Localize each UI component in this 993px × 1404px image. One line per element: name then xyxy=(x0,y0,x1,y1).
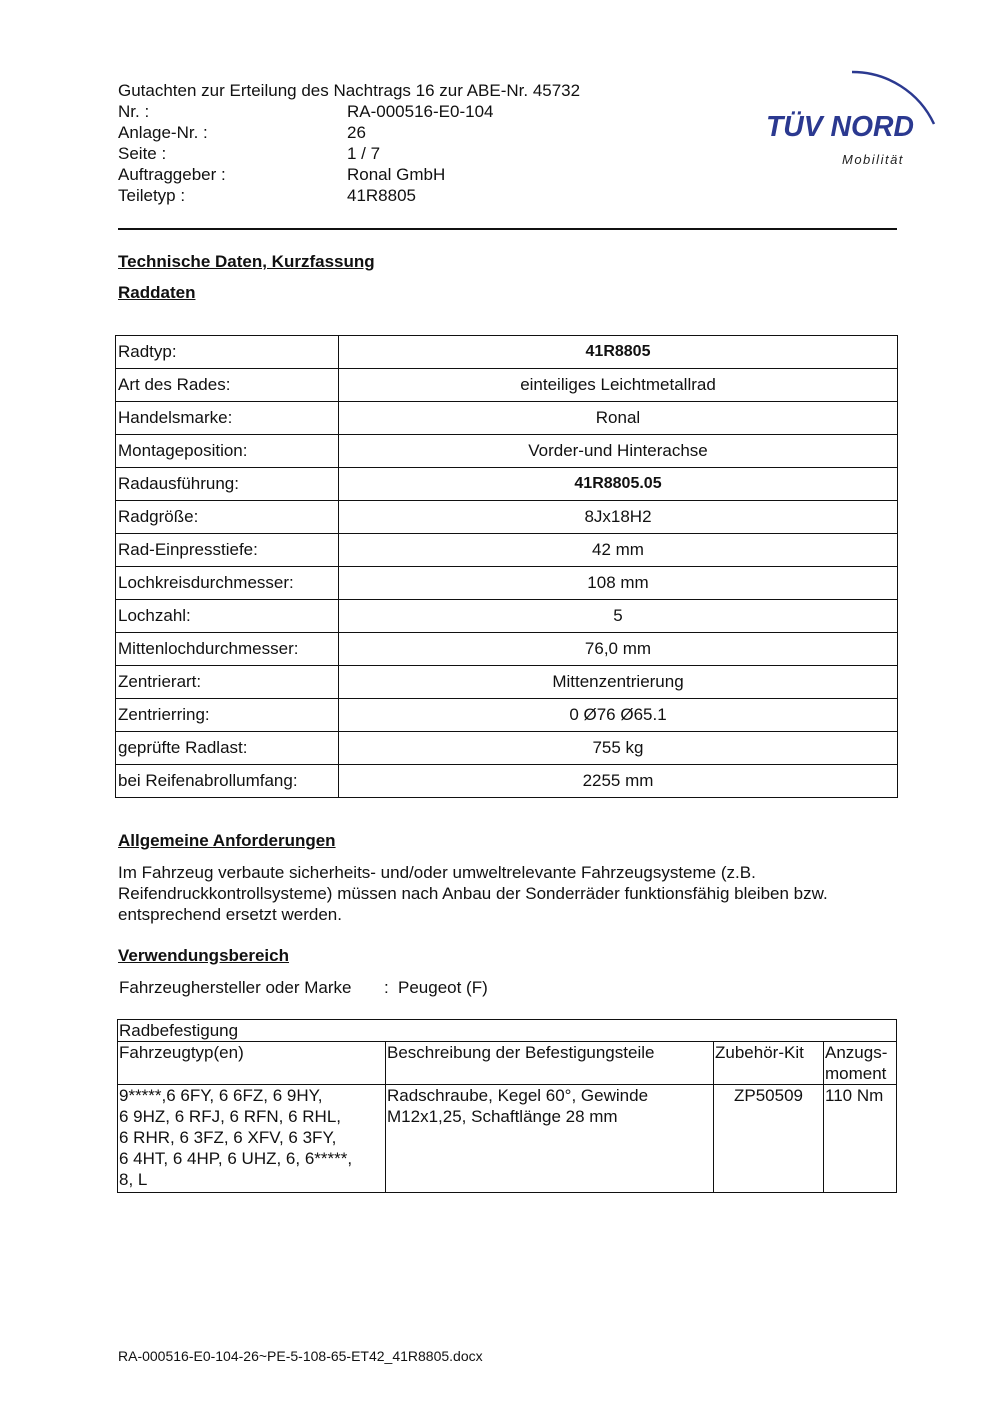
cell-vehicle-types xyxy=(118,1085,386,1193)
col-header-kit: Zubehör-Kit xyxy=(714,1042,824,1085)
row-label: Montageposition: xyxy=(116,435,339,468)
usage-value: Peugeot (F) xyxy=(398,978,488,997)
table-row xyxy=(116,666,898,699)
section-title-usage: Verwendungsbereich xyxy=(118,946,289,965)
cell-torque: 110 Nm xyxy=(824,1085,897,1193)
text-line: entsprechend ersetzt werden. xyxy=(118,905,342,924)
header-value: 26 xyxy=(347,123,366,142)
header-title: Gutachten zur Erteilung des Nachtrags 16 zur ABE-Nr. 45732 xyxy=(118,81,581,100)
table-caption: Radbefestigung xyxy=(118,1020,897,1042)
table-row xyxy=(116,699,898,732)
row-value: 5 xyxy=(339,600,898,633)
row-value: 41R8805.05 xyxy=(339,468,898,501)
header-row-nr xyxy=(118,101,678,122)
table-caption-row xyxy=(118,1020,897,1042)
table-row xyxy=(116,336,898,369)
description-line: M12x1,25, Schaftlänge 28 mm xyxy=(387,1107,618,1126)
row-value: 755 kg xyxy=(339,732,898,765)
row-value: einteiliges Leichtmetallrad xyxy=(339,369,898,402)
table-row xyxy=(116,369,898,402)
usage-label: Fahrzeughersteller oder Marke xyxy=(119,978,352,997)
row-label: bei Reifenabrollumfang: xyxy=(116,765,339,798)
section-title-tech: Technische Daten, Kurzfassung xyxy=(118,252,375,271)
document-header xyxy=(118,80,678,206)
type-line: 6 4HT, 6 4HP, 6 UHZ, 6, 6*****, xyxy=(119,1149,353,1168)
col-header-torque xyxy=(824,1042,897,1085)
table-header-row xyxy=(118,1042,897,1085)
header-value: 41R8805 xyxy=(347,186,417,205)
text-line: Reifendruckkontrollsysteme) müssen nach Anbau der Sonderräder funktionsfähig bleiben bzw. xyxy=(118,884,828,903)
row-label: Zentrierring: xyxy=(116,699,339,732)
footer-filename: RA-000516-E0-104-26~PE-5-108-65-ET42_41R8805.docx xyxy=(118,1348,483,1364)
header-value: Ronal GmbH xyxy=(347,165,446,184)
row-label: Radtyp: xyxy=(116,336,339,369)
row-value: 41R8805 xyxy=(339,336,898,369)
header-divider xyxy=(118,228,897,230)
table-row xyxy=(116,534,898,567)
header-label: Auftraggeber : xyxy=(118,165,226,184)
table-row xyxy=(116,633,898,666)
row-value: 42 mm xyxy=(339,534,898,567)
header-row-anlage xyxy=(118,122,678,143)
logo-subtitle: Mobilität xyxy=(842,152,904,167)
header-label: Nr. : xyxy=(118,102,150,121)
col-header-vehicle-types: Fahrzeugtyp(en) xyxy=(118,1042,386,1085)
cell-description xyxy=(386,1085,714,1193)
row-value: 8Jx18H2 xyxy=(339,501,898,534)
row-label: Radgröße: xyxy=(116,501,339,534)
general-requirements-text xyxy=(118,862,908,925)
header-value: RA-000516-E0-104 xyxy=(347,102,494,121)
row-value: 0 Ø76 Ø65.1 xyxy=(339,699,898,732)
header-line: moment xyxy=(825,1064,887,1083)
header-line: Anzugs- xyxy=(825,1043,888,1062)
row-label: Rad-Einpresstiefe: xyxy=(116,534,339,567)
type-line: 6 9HZ, 6 RFJ, 6 RFN, 6 RHL, xyxy=(119,1107,341,1126)
type-line: 9*****,6 6FY, 6 6FZ, 6 9HY, xyxy=(119,1086,323,1105)
header-label: Anlage-Nr. : xyxy=(118,123,208,142)
row-label: Mittenlochdurchmesser: xyxy=(116,633,339,666)
row-label: Lochzahl: xyxy=(116,600,339,633)
table-row xyxy=(116,765,898,798)
row-value: Vorder-und Hinterachse xyxy=(339,435,898,468)
type-line: 6 RHR, 6 3FZ, 6 XFV, 6 3FY, xyxy=(119,1128,337,1147)
table-row xyxy=(116,600,898,633)
table-row xyxy=(116,501,898,534)
type-line: 8, L xyxy=(119,1170,148,1189)
table-row xyxy=(116,402,898,435)
table-row xyxy=(116,732,898,765)
description-line: Radschraube, Kegel 60°, Gewinde xyxy=(387,1086,649,1105)
header-row-seite xyxy=(118,143,678,164)
row-value: 76,0 mm xyxy=(339,633,898,666)
table-row xyxy=(118,1085,897,1193)
header-label: Teiletyp : xyxy=(118,186,186,205)
row-label: Zentrierart: xyxy=(116,666,339,699)
header-value: 1 / 7 xyxy=(347,144,381,163)
row-label: Art des Rades: xyxy=(116,369,339,402)
cell-kit: ZP50509 xyxy=(714,1085,824,1193)
text-line: Im Fahrzeug verbaute sicherheits- und/oder umweltrelevante Fahrzeugsysteme (z.B. xyxy=(118,863,756,882)
wheel-fixing-table xyxy=(117,1019,897,1193)
table-row xyxy=(116,435,898,468)
usage-separator: : xyxy=(384,978,389,997)
row-value: Ronal xyxy=(339,402,898,435)
header-row-auftraggeber xyxy=(118,164,678,185)
table-row xyxy=(116,468,898,501)
row-value: Mittenzentrierung xyxy=(339,666,898,699)
row-label: Handelsmarke: xyxy=(116,402,339,435)
header-label: Seite : xyxy=(118,144,167,163)
section-title-general: Allgemeine Anforderungen xyxy=(118,831,336,850)
logo-brand-text: TÜV NORD xyxy=(766,111,918,143)
row-label: Radausführung: xyxy=(116,468,339,501)
row-label: geprüfte Radlast: xyxy=(116,732,339,765)
row-value: 2255 mm xyxy=(339,765,898,798)
row-value: 108 mm xyxy=(339,567,898,600)
usage-row xyxy=(119,977,488,998)
col-header-description: Beschreibung der Befestigungsteile xyxy=(386,1042,714,1085)
header-row-teiletyp xyxy=(118,185,678,206)
row-label: Lochkreisdurchmesser: xyxy=(116,567,339,600)
section-title-raddaten: Raddaten xyxy=(118,283,196,302)
table-row xyxy=(116,567,898,600)
tuv-nord-logo xyxy=(762,56,942,171)
raddaten-table xyxy=(115,335,898,798)
